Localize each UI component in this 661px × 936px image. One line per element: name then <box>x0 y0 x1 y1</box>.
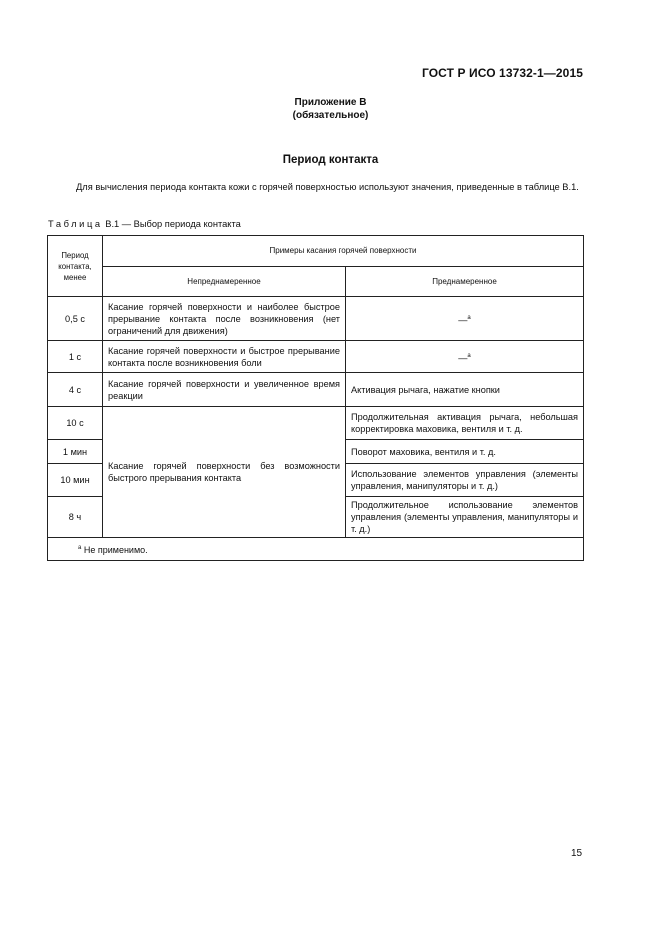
appendix-title: Приложение В <box>294 97 367 108</box>
table-subheader-row <box>48 267 584 297</box>
table-caption-text: В.1 — Выбор периода контакта <box>105 219 241 229</box>
header-period: Период контакта, менее <box>48 236 103 297</box>
page-number: 15 <box>571 848 583 859</box>
intentional-cell: Активация рычага, нажатие кнопки <box>346 373 584 407</box>
footnote-mark: a <box>78 545 82 551</box>
appendix-heading <box>0 96 661 122</box>
period-cell: 4 с <box>48 373 103 407</box>
period-cell: 10 мин <box>48 464 103 497</box>
unintentional-cell: Касание горячей поверхности и наиболее быстрое прерывание контакта после возникновения (нет ограничений для движения) <box>103 297 346 341</box>
table-row <box>48 297 584 341</box>
unintentional-cell: Касание горячей поверхности и быстрое прерывание контакта после возникновения боли <box>103 341 346 373</box>
intentional-cell: Продолжительное использование элементов управления (элементы управления, манипуляторы и т. д.) <box>346 497 584 538</box>
table-footnote-row <box>48 538 584 561</box>
period-cell: 0,5 с <box>48 297 103 341</box>
period-cell: 8 ч <box>48 497 103 538</box>
table-footnote <box>48 538 584 561</box>
intentional-cell <box>346 341 584 373</box>
footnote-text: Не применимо. <box>83 545 148 555</box>
footnote-ref: a <box>467 314 471 321</box>
intentional-cell: Продолжительная активация рычага, небольшая корректировка маховика, вентиля и т. д. <box>346 407 584 440</box>
merged-unintentional-cell: Касание горячей поверхности без возможности быстрого прерывания контакта <box>103 407 346 538</box>
intentional-cell: Использование элементов управления (элементы управления, манипуляторы и т. д.) <box>346 464 584 497</box>
section-title: Период контакта <box>282 154 379 166</box>
contact-period-table <box>47 235 584 561</box>
table-caption-prefix: Таблица <box>48 219 103 229</box>
appendix-status: (обязательное) <box>292 110 369 121</box>
table-row <box>48 373 584 407</box>
table-header-row <box>48 236 584 267</box>
table-row <box>48 341 584 373</box>
intentional-cell <box>346 297 584 341</box>
header-unintentional: Непреднамеренное <box>103 267 346 297</box>
header-examples: Примеры касания горячей поверхности <box>103 236 584 267</box>
header-intentional: Преднамеренное <box>346 267 584 297</box>
period-cell: 1 мин <box>48 440 103 464</box>
unintentional-cell: Касание горячей поверхности и увеличенное время реакции <box>103 373 346 407</box>
footnote-ref: a <box>467 352 471 359</box>
table-caption <box>48 219 241 229</box>
period-cell: 1 с <box>48 341 103 373</box>
dash-text: — <box>458 314 468 325</box>
intro-paragraph: Для вычисления периода контакта кожи с горячей поверхностью используют значения, приведенные в таблице В.1. <box>76 182 579 192</box>
period-cell: 10 с <box>48 407 103 440</box>
intentional-cell: Поворот маховика, вентиля и т. д. <box>346 440 584 464</box>
document-id-header: ГОСТ Р ИСО 13732-1—2015 <box>421 66 583 80</box>
table-row <box>48 407 584 440</box>
dash-text: — <box>458 352 468 363</box>
